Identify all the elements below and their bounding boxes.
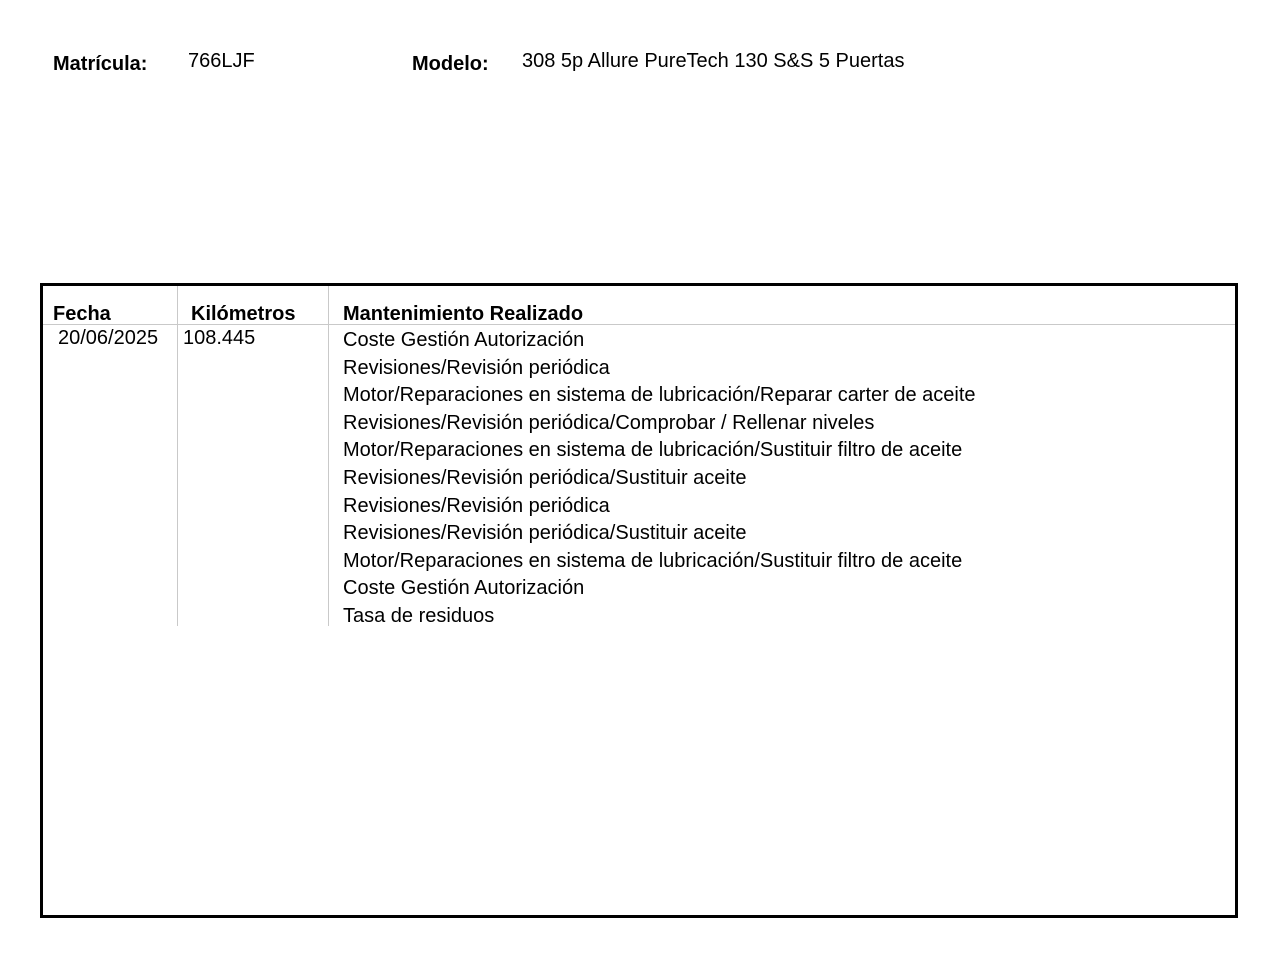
row-km: 108.445 — [183, 327, 256, 349]
maintenance-task: Revisiones/Revisión periódica/Comprobar / Rellenar niveles — [343, 411, 875, 434]
model-label: Modelo: — [412, 53, 489, 75]
row-date: 20/06/2025 — [58, 327, 159, 349]
maintenance-task: Motor/Reparaciones en sistema de lubricación/Sustituir filtro de aceite — [343, 549, 963, 572]
maintenance-task: Motor/Reparaciones en sistema de lubricación/Reparar carter de aceite — [343, 384, 976, 407]
maintenance-table — [40, 283, 1238, 918]
model-value: 308 5p Allure PureTech 130 S&S 5 Puertas — [522, 50, 905, 72]
maintenance-task: Revisiones/Revisión periódica/Sustituir aceite — [343, 522, 747, 545]
maintenance-task-list — [343, 327, 976, 631]
plate-value: 766LJF — [188, 50, 255, 72]
column-header-date: Fecha — [53, 303, 111, 325]
maintenance-task: Tasa de residuos — [343, 604, 495, 627]
column-divider — [328, 286, 329, 626]
plate-label: Matrícula: — [53, 53, 148, 75]
column-divider — [177, 286, 178, 626]
maintenance-task: Coste Gestión Autorización — [343, 577, 585, 600]
maintenance-task: Revisiones/Revisión periódica — [343, 494, 610, 517]
header-divider — [43, 324, 1235, 325]
maintenance-task: Motor/Reparaciones en sistema de lubricación/Sustituir filtro de aceite — [343, 439, 963, 462]
maintenance-task: Revisiones/Revisión periódica — [343, 356, 610, 379]
column-header-maintenance: Mantenimiento Realizado — [343, 303, 584, 325]
column-header-km: Kilómetros — [191, 303, 296, 325]
maintenance-task: Coste Gestión Autorización — [343, 329, 585, 351]
maintenance-task: Revisiones/Revisión periódica/Sustituir aceite — [343, 466, 747, 489]
